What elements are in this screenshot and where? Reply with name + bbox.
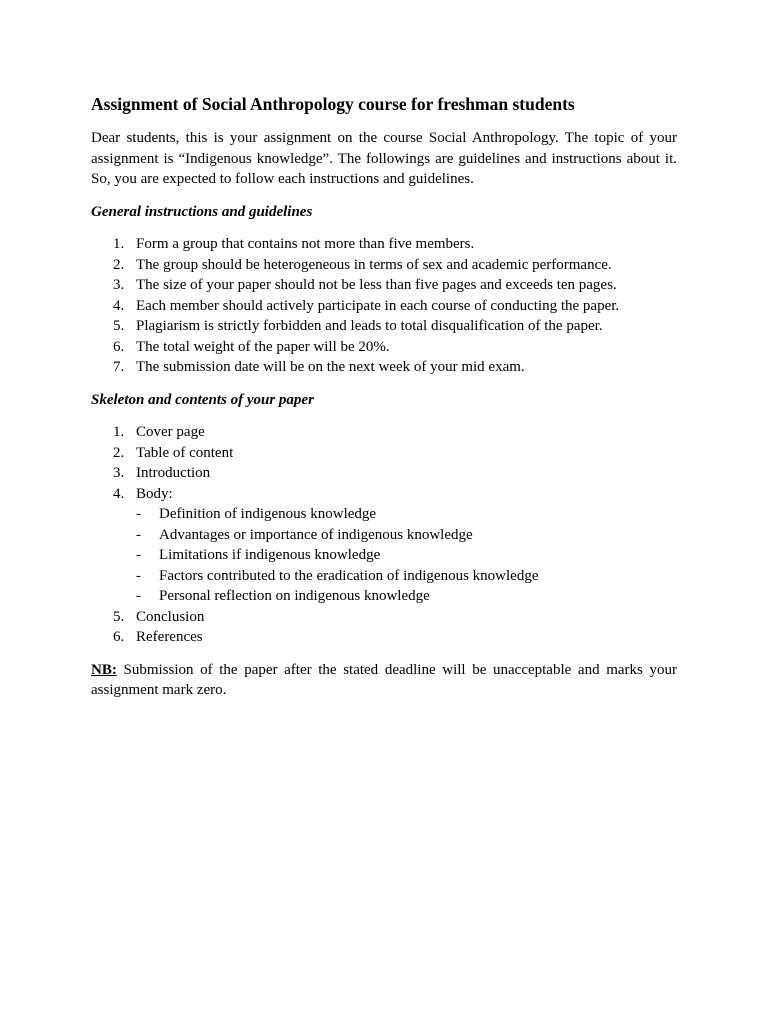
list-number: 3. — [113, 465, 125, 481]
list-item-text: Body: — [136, 485, 173, 502]
list-number: 5. — [113, 608, 125, 625]
sublist-item-text: Factors contributed to the eradication of indigenous knowledge — [159, 567, 539, 584]
list-item-text: The total weight of the paper will be 20%. — [136, 338, 390, 355]
list-item-text: Table of content — [136, 444, 234, 461]
list-item-text: Each member should actively participate in each course of conducting the paper. — [136, 297, 620, 314]
skeleton-heading: Skeleton and contents of your paper — [91, 391, 314, 408]
sublist-item-text: Definition of indigenous knowledge — [159, 506, 377, 522]
sublist-item — [136, 586, 677, 607]
list-number: 2. — [113, 256, 125, 273]
list-item — [91, 316, 677, 337]
dash-marker: - — [136, 547, 141, 563]
list-item — [91, 337, 677, 358]
dash-marker: - — [136, 526, 141, 543]
dash-marker: - — [136, 506, 141, 522]
list-item-text: The group should be heterogeneous in terms of sex and academic performance. — [136, 256, 612, 273]
list-number: 4. — [113, 485, 125, 502]
list-item-text: The size of your paper should not be less than five pages and exceeds ten pages. — [136, 277, 617, 293]
list-item-text: Cover page — [136, 424, 205, 440]
nb-text: Submission of the paper after the stated deadline will be unacceptable and marks your assignment mark zero. — [91, 661, 677, 698]
list-item — [91, 357, 677, 378]
list-item — [91, 275, 677, 296]
intro-paragraph: Dear students, this is your assignment on the course Social Anthropology. The topic of your assignment is “Indigenous knowledge”. The followings are guidelines and instructions about it. So, you are expected to follow each instructions and guidelines. — [91, 130, 677, 187]
sublist-item-text: Personal reflection on indigenous knowledge — [159, 588, 430, 604]
list-item — [91, 443, 677, 464]
list-item-text: Form a group that contains not more than five members. — [136, 236, 475, 252]
list-number: 7. — [113, 359, 125, 375]
list-number: 1. — [113, 236, 125, 252]
sublist-item — [136, 525, 677, 546]
general-instructions-list — [91, 234, 677, 378]
list-item-text: Conclusion — [136, 608, 205, 625]
sublist-item — [136, 566, 677, 587]
list-number: 6. — [113, 629, 125, 645]
general-instructions-heading: General instructions and guidelines — [91, 203, 313, 220]
list-item-text: References — [136, 629, 203, 645]
list-number: 5. — [113, 318, 125, 334]
sublist-item-text: Advantages or importance of indigenous knowledge — [159, 526, 473, 543]
document-body — [91, 92, 677, 701]
sublist-item — [136, 545, 677, 566]
dash-marker: - — [136, 567, 141, 584]
list-item — [91, 463, 677, 484]
list-number: 3. — [113, 277, 125, 293]
list-item — [91, 234, 677, 255]
nb-label: NB: — [91, 661, 117, 678]
list-item — [91, 627, 677, 648]
list-number: 6. — [113, 338, 125, 355]
sublist-item — [136, 504, 677, 525]
page-title: Assignment of Social Anthropology course for freshman students — [91, 94, 575, 114]
list-item — [91, 607, 677, 628]
list-item — [91, 422, 677, 443]
list-item-text: Introduction — [136, 465, 211, 481]
list-number: 1. — [113, 424, 125, 440]
list-item-text: The submission date will be on the next week of your mid exam. — [136, 359, 525, 375]
nb-note — [91, 660, 677, 701]
list-item — [91, 255, 677, 276]
list-number: 2. — [113, 444, 125, 461]
list-item-text: Plagiarism is strictly forbidden and leads to total disqualification of the paper. — [136, 318, 603, 334]
list-number: 4. — [113, 297, 125, 314]
body-sublist — [136, 504, 677, 607]
list-item — [91, 484, 677, 607]
list-item — [91, 296, 677, 317]
dash-marker: - — [136, 588, 141, 604]
skeleton-list — [91, 422, 677, 648]
sublist-item-text: Limitations if indigenous knowledge — [159, 547, 381, 563]
